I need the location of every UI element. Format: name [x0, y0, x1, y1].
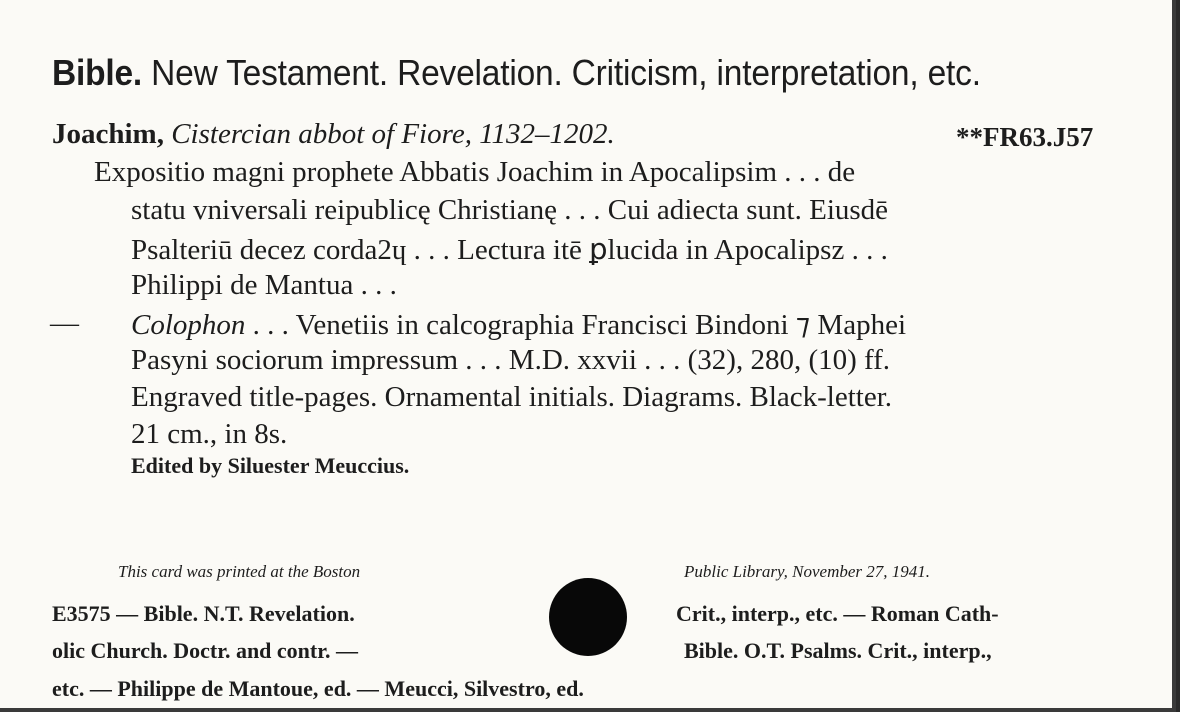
colophon-label: Colophon [131, 309, 246, 341]
tracing-right-line-2: Bible. O.T. Psalms. Crit., interp., [684, 638, 992, 663]
tracing-left-line-1: E3575 — Bible. N.T. Revelation. [52, 601, 355, 626]
tracing-last-line: etc. — Philippe de Mantoue, ed. — Meucci, Silvestro, ed. [52, 676, 584, 701]
printed-notice-left: This card was printed at the Boston [118, 562, 361, 581]
colophon-line-2: Pasyni sociorum impressum . . . M.D. xxvii . . . (32), 280, (10) ff. [131, 344, 891, 376]
title-line-2: statu vniversali reipublicę Christianę . . . Cui adiecta sunt. Eiusdē [131, 194, 889, 226]
size-line: 21 cm., in 8s. [131, 418, 288, 450]
subject-heading [52, 52, 981, 94]
title-line-1: Expositio magni prophete Abbatis Joachim in Apocalipsim . . . de [94, 156, 856, 188]
tracing-left-line-2: olic Church. Doctr. and contr. — [52, 638, 358, 663]
subject-heading-main: Bible. [52, 52, 143, 93]
printed-notice-right: Public Library, November 27, 1941. [684, 562, 931, 581]
author-line [52, 118, 615, 151]
call-number: **FR63.J57 [956, 122, 1094, 152]
title-line-4: Philippi de Mantua . . . [131, 269, 397, 301]
subject-heading-sub: New Testament. Revelation. Criticism, interpretation, etc. [142, 52, 981, 93]
colophon-line-1 [131, 307, 906, 342]
title-line-3: Psalteriū decez corda2ɥ . . . Lectura itē ꝑlucida in Apocalipsz . . . [131, 234, 888, 266]
punch-hole [549, 578, 627, 656]
colophon-text: . . . Venetiis in calcographia Francisci Bindoni ⁊ Maphei [245, 309, 907, 341]
editor-note: Edited by Siluester Meuccius. [131, 453, 410, 478]
tracing-right-line-1: Crit., interp., etc. — Roman Cath- [676, 601, 999, 626]
author-name: Joachim, [52, 118, 164, 150]
author-description: Cistercian abbot of Fiore, 1132–1202. [163, 118, 615, 150]
colophon-dash: — [50, 307, 79, 339]
collation-line: Engraved title-pages. Ornamental initials. Diagrams. Black-letter. [131, 381, 892, 413]
